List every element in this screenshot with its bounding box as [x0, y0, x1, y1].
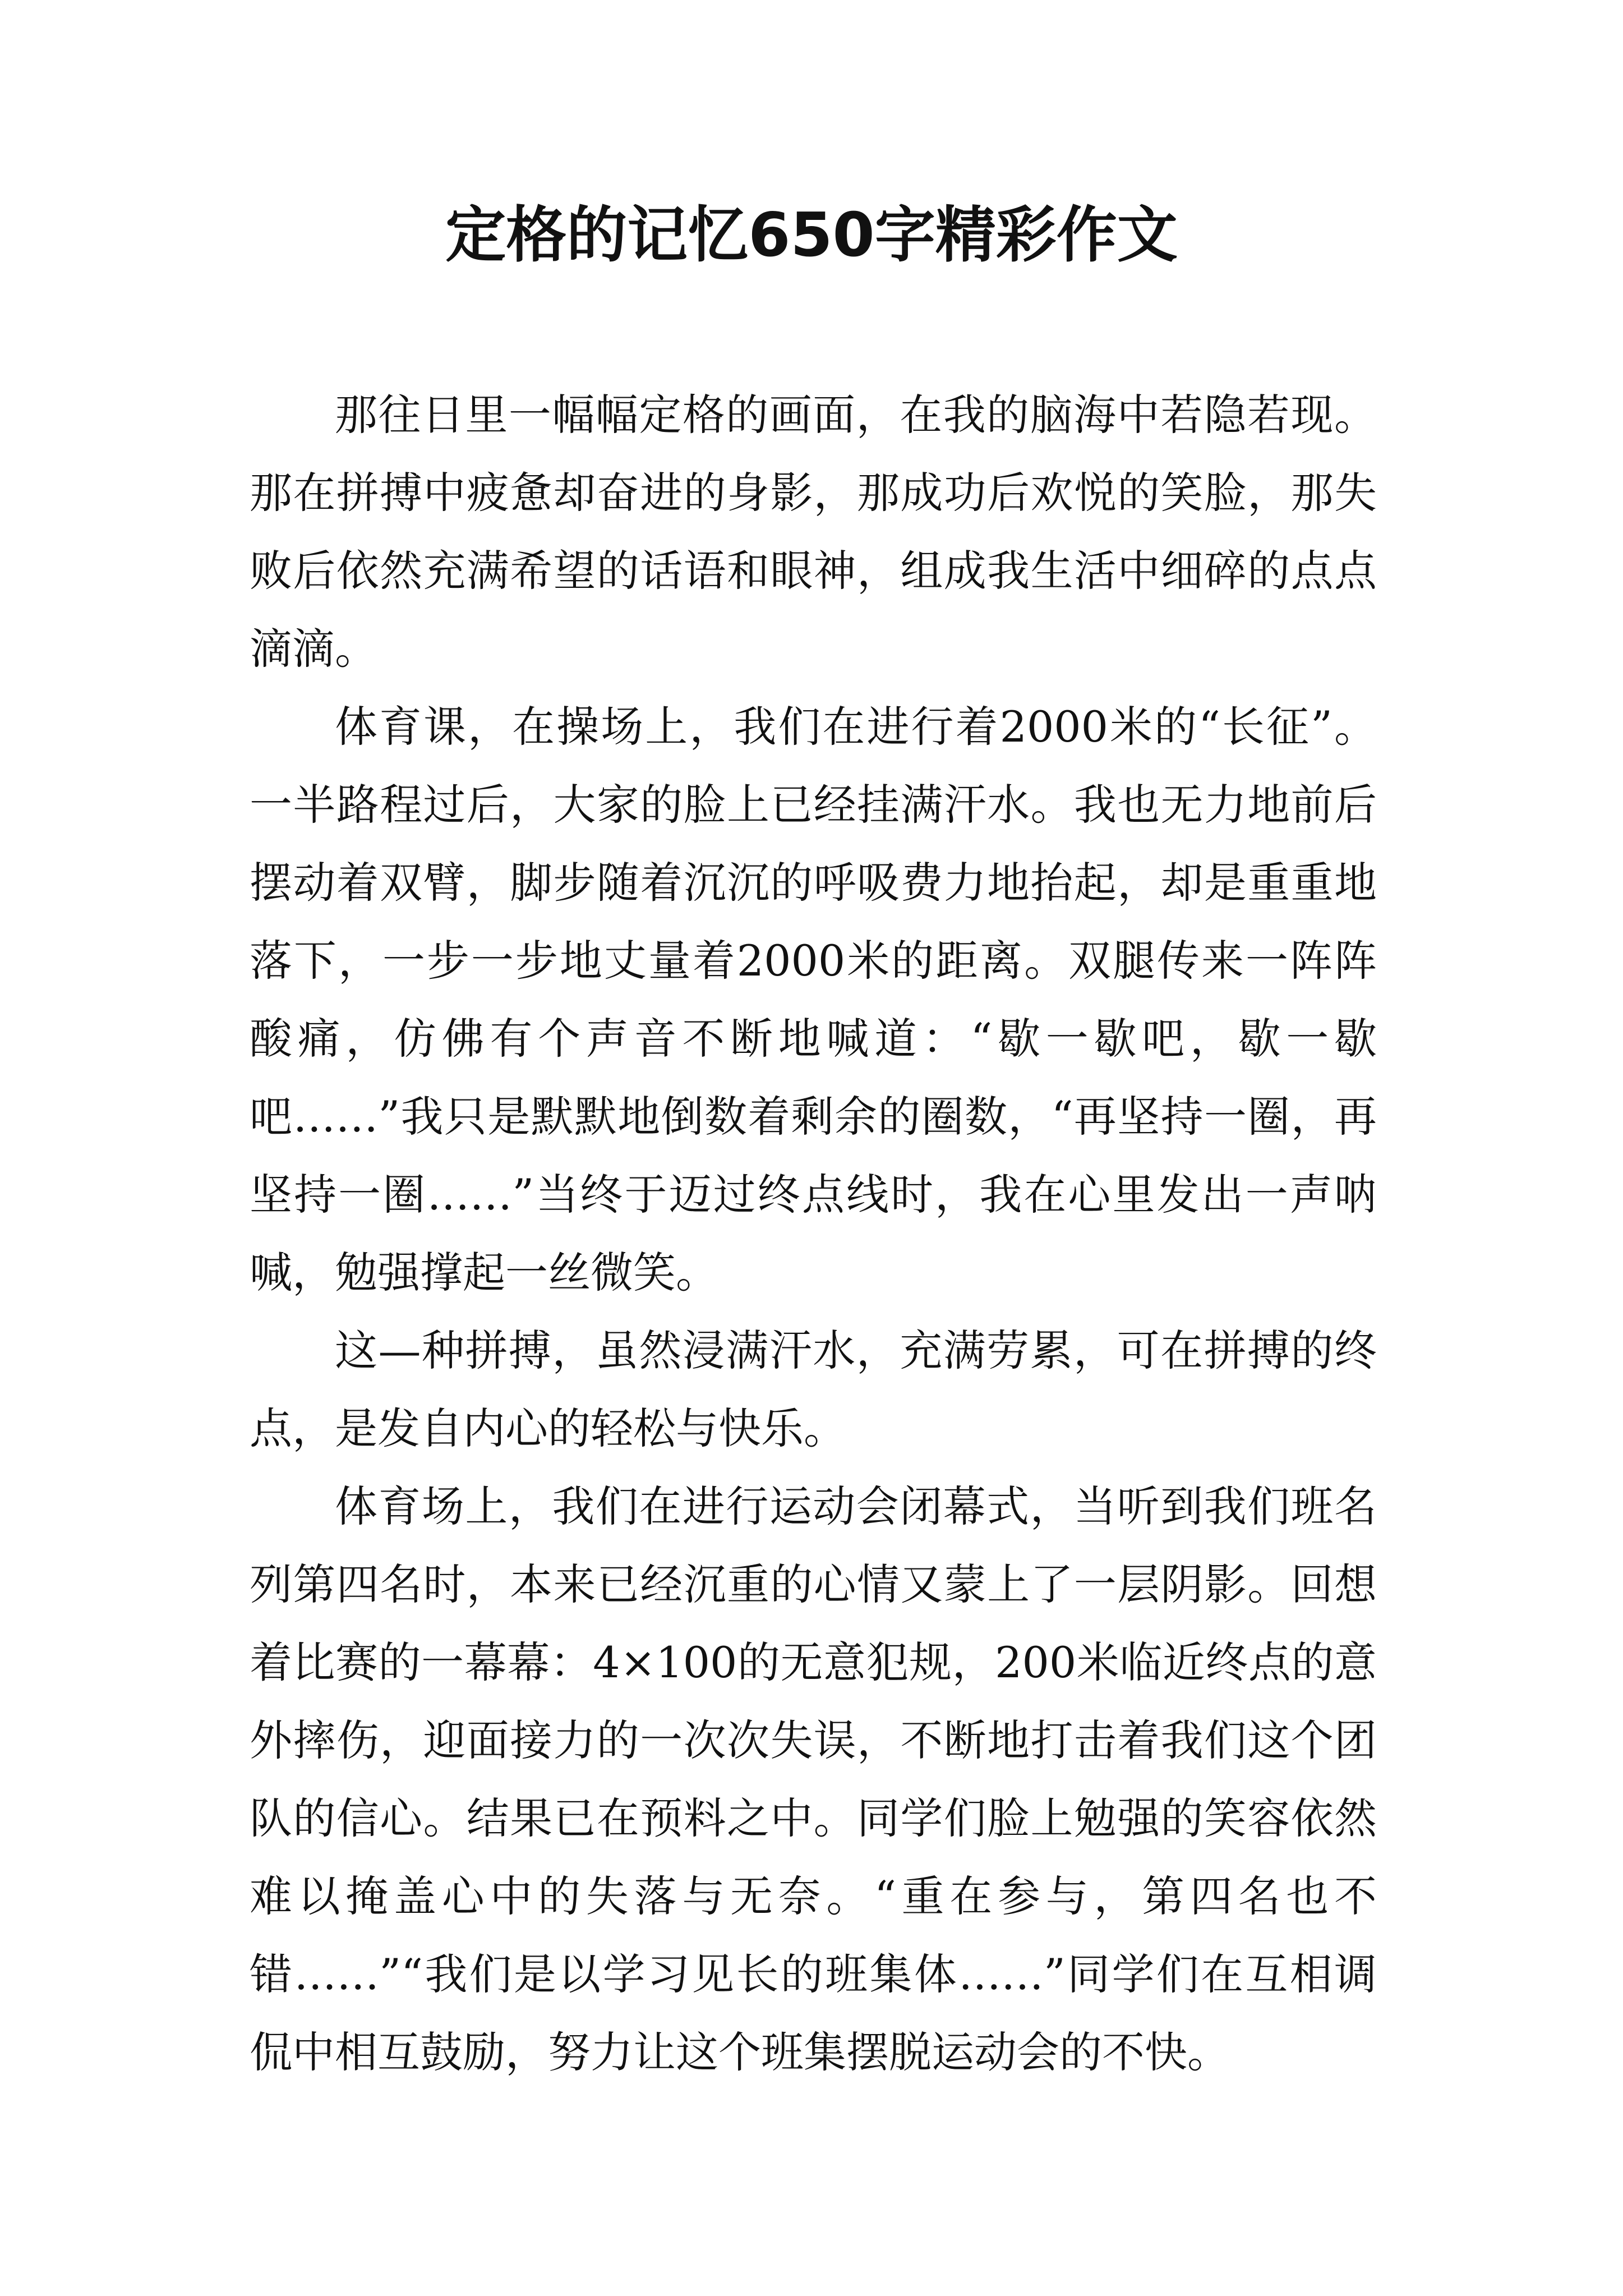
document-title: 定格的记忆650字精彩作文	[445, 200, 1178, 270]
paragraph: 体育课，在操场上，我们在进行着2000米的“长征”。一半路程过后，大家的脸上已经挂满汗水。我也无力地前后摆动着双臂，脚步随着沉沉的呼吸费力地抬起，却是重重地落下，一步一步地丈量着2000米的距离。双腿传来一阵阵酸痛，仿佛有个声音不断地喊道：“歇一歇吧，歇一歇吧……”我只是默默地倒数着剩余的圈数，“再坚持一圈，再坚持一圈……”当终于迈过终点线时，我在心里发出一声呐喊，勉强撑起一丝微笑。	[250, 702, 1377, 1297]
document-body	[250, 376, 1377, 2091]
paragraph: 这—种拼搏，虽然浸满汗水，充满劳累，可在拼搏的终点，是发自内心的轻松与快乐。	[250, 1326, 1377, 1453]
paragraph: 那往日里一幅幅定格的画面，在我的脑海中若隐若现。那在拼搏中疲惫却奋进的身影，那成功后欢悦的笑脸，那失败后依然充满希望的话语和眼神，组成我生活中细碎的点点滴滴。	[250, 390, 1377, 674]
paragraph: 体育场上，我们在进行运动会闭幕式，当听到我们班名列第四名时，本来已经沉重的心情又蒙上了一层阴影。回想着比赛的一幕幕：4×100的无意犯规，200米临近终点的意外摔伤，迎面接力的一次次失误，不断地打击着我们这个团队的信心。结果已在预料之中。同学们脸上勉强的笑容依然难以掩盖心中的失落与无奈。“重在参与，第四名也不错……”“我们是以学习见长的班集体……”同学们在互相调侃中相互鼓励，努力让这个班集摆脱运动会的不快。	[250, 1481, 1377, 2077]
